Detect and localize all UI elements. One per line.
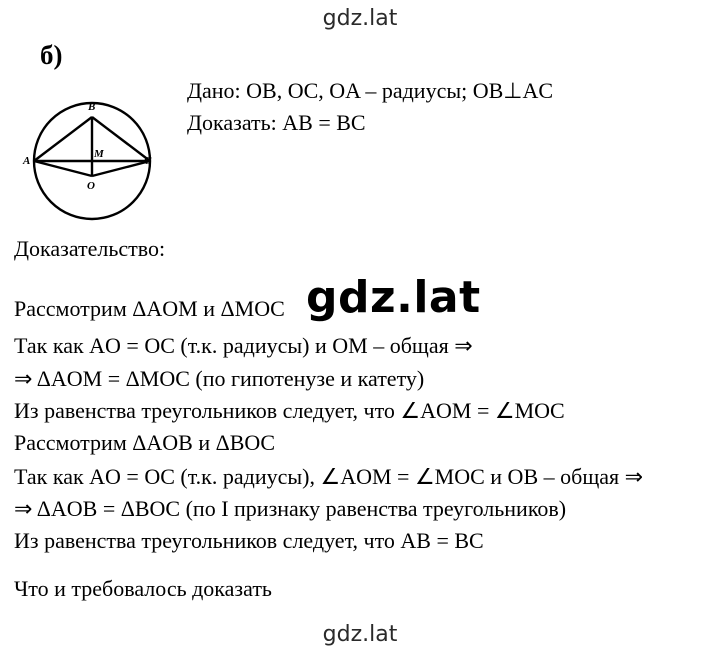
proof-line: Из равенства треугольников следует, что AB = BC [14,528,484,553]
label-a: A [23,155,31,167]
proof-heading: Доказательство: [14,236,166,261]
given-statement: Дано: OB, OC, OA – радиусы; OB⊥AC [187,78,554,103]
proof-conclusion: Что и требовалось доказать [14,576,272,601]
label-m: M [94,148,104,160]
proof-line: Рассмотрим ΔAOM и ΔMOC [14,296,285,321]
proof-line: Так как AO = OC (т.к. радиусы) и OM – общая ⇒ [14,333,473,358]
proof-line: Рассмотрим ΔAOB и ΔBOC [14,430,275,455]
proof-line: ⇒ ΔAOM = ΔMOC (по гипотенузе и катету) [14,366,425,391]
label-c: C [144,155,152,167]
watermark-middle: gdz.lat [306,272,481,323]
segment-ab [34,117,92,161]
segment-oa [34,161,92,176]
segment-oc [92,161,150,176]
label-b: B [88,101,96,113]
proof-line: Так как AO = OC (т.к. радиусы), ∠AOM = ∠MOC и OB – общая ⇒ [14,464,644,489]
proof-line: ⇒ ΔAOB = ΔBOC (по I признаку равенства треугольников) [14,496,567,521]
label-o: O [87,180,95,192]
watermark-bottom: gdz.lat [322,622,398,647]
proof-line: Из равенства треугольников следует, что ∠AOM = ∠MOC [14,398,565,423]
part-label: б) [40,40,63,70]
watermark-top: gdz.lat [322,6,398,31]
geometry-figure [20,96,170,236]
prove-statement: Доказать: AB = BC [187,110,366,135]
